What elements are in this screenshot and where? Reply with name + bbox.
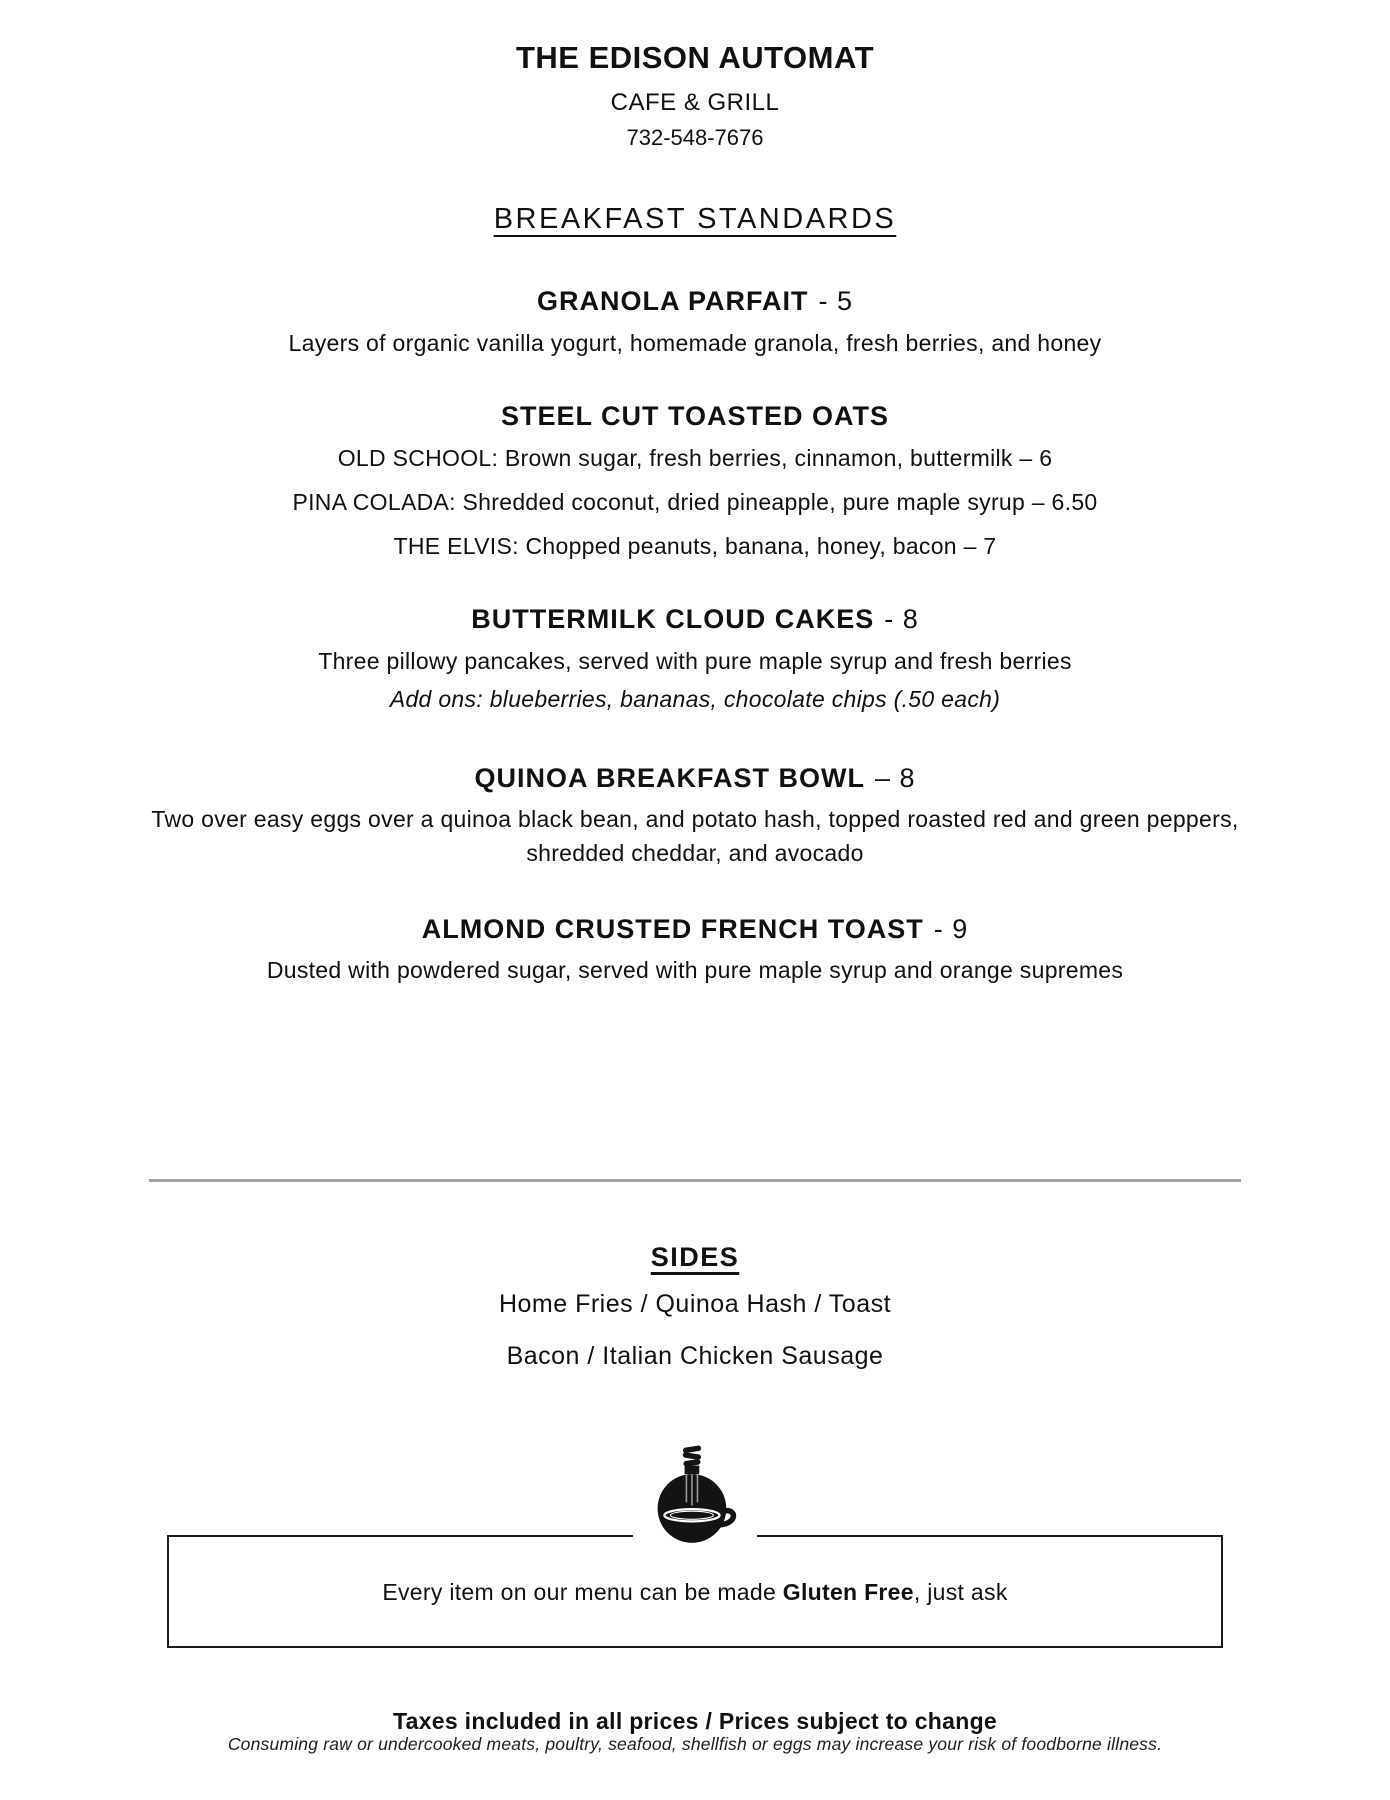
gluten-note-bold: Gluten Free: [782, 1579, 914, 1605]
sides-line-2: Bacon / Italian Chicken Sausage: [506, 1342, 884, 1370]
item-variant-old-school: OLD SCHOOL: Brown sugar, fresh berries, cinnamon, buttermilk – 6: [337, 445, 1053, 471]
item-price: - 9: [933, 914, 969, 944]
item-title: [135, 401, 1255, 432]
item-name: QUINOA BREAKFAST BOWL: [474, 763, 865, 793]
gluten-free-box-wrap: [167, 1535, 1223, 1648]
item-name: GRANOLA PARFAIT: [536, 286, 809, 316]
item-description: Dusted with powdered sugar, served with pure maple syrup and orange supremes: [266, 957, 1124, 983]
gluten-note-prefix: Every item on our menu can be made: [382, 1579, 783, 1605]
restaurant-phone: 732-548-7676: [626, 125, 764, 150]
foodborne-illness-disclaimer: Consuming raw or undercooked meats, poultry, seafood, shellfish or eggs may increase your risk of foodborne illness.: [227, 1733, 1163, 1754]
item-price: - 8: [884, 604, 919, 634]
item-title: [135, 763, 1255, 794]
item-description: Three pillowy pancakes, served with pure maple syrup and fresh berries: [318, 648, 1072, 674]
item-name: ALMOND CRUSTED FRENCH TOAST: [421, 914, 924, 944]
sides-line-1: Home Fries / Quinoa Hash / Toast: [498, 1290, 892, 1318]
item-description: Layers of organic vanilla yogurt, homemade granola, fresh berries, and honey: [288, 330, 1102, 356]
menu-item-steel-cut-oats: [135, 401, 1255, 564]
item-title: [135, 286, 1255, 317]
item-name: STEEL CUT TOASTED OATS: [500, 401, 890, 431]
restaurant-name: THE EDISON AUTOMAT: [515, 40, 875, 75]
item-name: BUTTERMILK CLOUD CAKES: [471, 604, 875, 634]
menu-item-quinoa-breakfast-bowl: [135, 763, 1255, 870]
restaurant-subtitle: CAFE & GRILL: [610, 89, 780, 116]
item-description: Two over easy eggs over a quinoa black bean, and potato hash, topped roasted red and green peppers, shredded cheddar, and avocado: [151, 806, 1239, 866]
item-title: [135, 914, 1255, 945]
item-price: - 5: [818, 286, 853, 316]
menu-item-almond-crusted-french-toast: [135, 914, 1255, 987]
section-divider: [149, 1179, 1241, 1182]
section-title-breakfast-standards: BREAKFAST STANDARDS: [493, 203, 897, 235]
item-variant-the-elvis: THE ELVIS: Chopped peanuts, banana, honey, bacon – 7: [393, 533, 997, 559]
gluten-note-suffix: , just ask: [913, 1579, 1008, 1605]
item-variant-pina-colada: PINA COLADA: Shredded coconut, dried pineapple, pure maple syrup – 6.50: [292, 489, 1098, 515]
section-title-sides: SIDES: [650, 1242, 740, 1272]
taxes-note: Taxes included in all prices / Prices subject to change: [392, 1708, 998, 1734]
item-addons-note: Add ons: blueberries, bananas, chocolate chips (.50 each): [389, 686, 1001, 712]
menu-item-granola-parfait: [135, 286, 1255, 361]
item-price: – 8: [874, 763, 916, 793]
edison-bulb-coffee-cup-icon: [633, 1439, 757, 1553]
item-title: [135, 604, 1255, 635]
menu-item-buttermilk-cloud-cakes: [135, 604, 1255, 717]
